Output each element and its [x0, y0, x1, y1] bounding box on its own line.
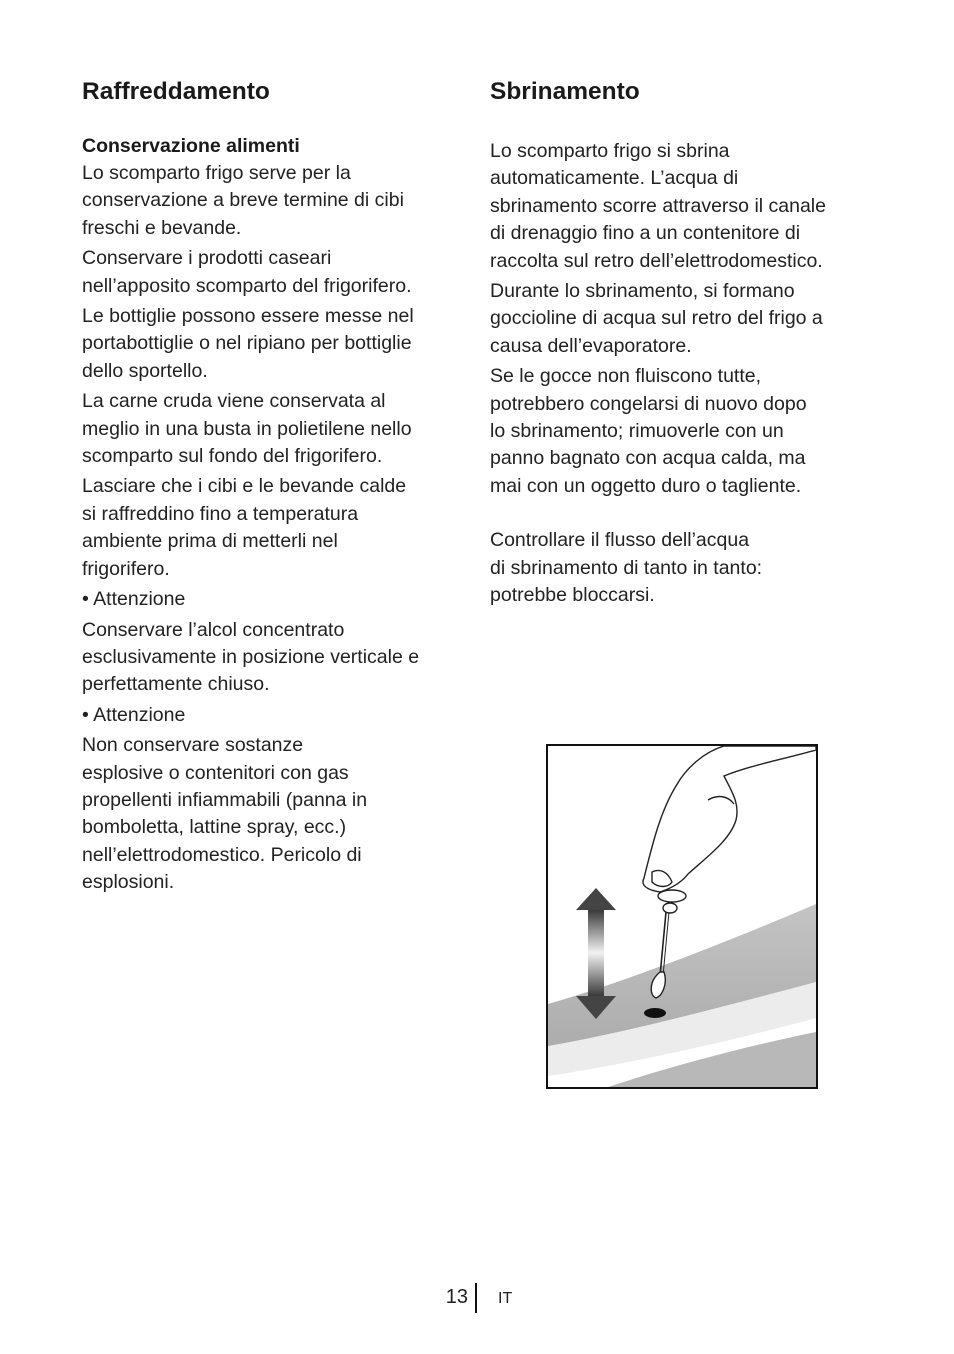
drain-hole-shape: [644, 1008, 666, 1018]
paragraph: Lasciare che i cibi e le bevande calde si raffreddino fino a temperatura ambiente prima di metterli nel frigorifero.: [82, 475, 407, 580]
paragraph: Conservare l’alcol concentrato esclusivamente in posizione verticale e perfettamente chiuso.: [82, 618, 420, 696]
paragraph: Controllare il flusso dell’acqua di sbrinamento di tanto in tanto: potrebbe bloccarsi.: [490, 529, 763, 607]
warning-bullet: • Attenzione: [82, 588, 186, 611]
footer-divider: [475, 1283, 477, 1313]
subheading-food-storage: Conservazione alimenti: [82, 135, 300, 157]
paragraph: Lo scomparto frigo serve per la conservazione a breve termine di cibi freschi e bevande.: [82, 162, 404, 239]
section-heading-cooling: Raffreddamento: [82, 78, 270, 105]
warning-bullet: • Attenzione: [82, 703, 186, 726]
section-heading-defrosting: Sbrinamento: [490, 78, 640, 105]
up-down-arrow-icon: [576, 888, 616, 1019]
page-footer: [0, 1283, 954, 1315]
paragraph: Se le gocce non fluiscono tutte, potrebbero congelarsi di nuovo dopo lo sbrinamento; rimuoverle con un panno bagnato con acqua calda, ma mai con un oggetto duro o tagliente.: [490, 365, 807, 497]
drain-cleaning-illustration: [546, 744, 818, 1089]
left-column: [82, 76, 464, 900]
paragraph: Le bottiglie possono essere messe nel portabottiglie o nel ripiano per bottiglie dello sportello.: [82, 305, 414, 382]
paragraph: Durante lo sbrinamento, si formano goccioline di acqua sul retro del frigo a causa dell’evaporatore.: [490, 280, 823, 357]
paragraph: Lo scomparto frigo si sbrina automaticamente. L’acqua di sbrinamento scorre attraverso il canale di drenaggio fino a un contenitore di raccolta sul retro dell’elettrodomestico.: [490, 140, 826, 272]
right-column: [490, 76, 882, 613]
paragraph: Conservare i prodotti caseari nell’apposito scomparto del frigorifero.: [82, 247, 412, 297]
paragraph: Non conservare sostanze esplosive o contenitori con gas propellenti infiammabili (panna in bomboletta, lattine spray, ecc.) nell’elettrodomestico. Pericolo di esplosioni.: [82, 734, 368, 894]
page-number: 13: [445, 1286, 468, 1308]
paragraph: La carne cruda viene conservata al meglio in una busta in polietilene nello scomparto sul fondo del frigorifero.: [82, 390, 412, 468]
language-code: IT: [498, 1290, 513, 1307]
hand-illustration: [643, 746, 816, 892]
